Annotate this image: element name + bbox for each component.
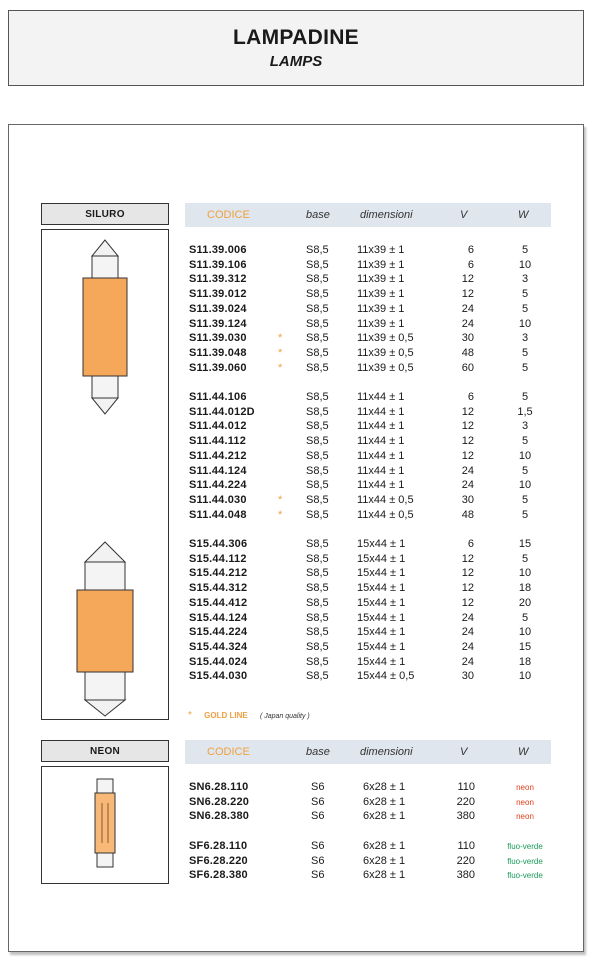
table-row	[0, 508, 595, 523]
cell-base: S6	[311, 869, 325, 882]
cell-dimensions: 15x44 ± 1	[357, 552, 406, 565]
cell-code: S15.44.306	[189, 538, 248, 550]
cell-code: S11.44.048	[189, 508, 247, 521]
cell-dimensions: 11x44 ± 0,5	[357, 493, 414, 506]
cell-gold-line-star: *	[278, 332, 283, 345]
column-header-volt: V	[460, 209, 468, 221]
cell-dimensions: 11x44 ± 1	[357, 391, 405, 403]
cell-volt: 24	[461, 626, 474, 639]
cell-dimensions: 15x44 ± 1	[357, 596, 406, 609]
cell-volt: 30	[461, 670, 474, 683]
cell-base: S6	[311, 795, 325, 808]
page-header	[8, 10, 584, 86]
cell-code: S11.44.012	[189, 420, 247, 433]
cell-code: S15.44.324	[189, 640, 248, 653]
cell-watt: 5	[521, 552, 529, 565]
cell-code: S15.44.030	[189, 670, 248, 683]
table-row	[0, 596, 595, 611]
cell-code: S15.44.212	[189, 567, 248, 580]
cell-watt: 15	[518, 538, 532, 550]
cell-watt: 18	[518, 655, 532, 668]
gold-line-label: GOLD LINE	[204, 711, 248, 720]
table-row	[0, 302, 595, 317]
cell-code: S15.44.312	[189, 582, 248, 595]
cell-base: S8,5	[306, 273, 329, 286]
table-row	[0, 449, 595, 464]
table-header-siluro	[185, 203, 551, 227]
cell-base: S8,5	[306, 317, 329, 330]
cell-volt: 110	[457, 781, 475, 793]
cell-base: S8,5	[306, 552, 329, 565]
cell-base: S8,5	[306, 670, 329, 683]
column-header-dimensions: dimensioni	[360, 209, 413, 221]
cell-base: S8,5	[306, 508, 329, 521]
cell-volt: 12	[461, 420, 474, 433]
cell-volt: 24	[461, 464, 474, 477]
table-row	[0, 478, 595, 493]
cell-volt: 12	[461, 596, 474, 609]
column-header-dimensions: dimensioni	[360, 746, 413, 758]
cell-gold-line-star: *	[278, 346, 283, 359]
cell-dimensions: 15x44 ± 1	[357, 655, 406, 668]
cell-code: S11.39.030	[189, 332, 247, 345]
cell-base: S8,5	[306, 391, 329, 403]
cell-watt: 18	[518, 582, 532, 595]
cell-watt: neon	[516, 783, 534, 792]
table-row	[0, 611, 595, 626]
cell-dimensions: 11x44 ± 0,5	[357, 508, 414, 521]
cell-watt: 10	[518, 626, 532, 639]
cell-dimensions: 6x28 ± 1	[363, 781, 406, 793]
cell-dimensions: 15x44 ± 1	[357, 538, 406, 550]
cell-watt: 5	[521, 302, 529, 315]
cell-base: S8,5	[306, 288, 329, 301]
cell-base: S8,5	[306, 464, 329, 477]
cell-volt: 48	[461, 346, 474, 359]
cell-watt: 3	[521, 332, 529, 345]
cell-base: S8,5	[306, 258, 329, 271]
cell-volt: 48	[461, 508, 474, 521]
table-row	[0, 868, 595, 883]
cell-code: S11.44.030	[189, 493, 247, 506]
cell-dimensions: 6x28 ± 1	[363, 869, 406, 882]
cell-base: S8,5	[306, 346, 329, 359]
cell-volt: 24	[461, 655, 474, 668]
cell-dimensions: 11x44 ± 1	[357, 420, 405, 433]
cell-volt: 30	[461, 493, 474, 506]
cell-base: S8,5	[306, 611, 329, 624]
cell-dimensions: 11x39 ± 0,5	[357, 332, 414, 345]
cell-dimensions: 11x44 ± 1	[357, 405, 405, 418]
table-row	[0, 331, 595, 346]
cell-dimensions: 6x28 ± 1	[363, 854, 406, 867]
cell-code: S11.39.124	[189, 317, 247, 330]
cell-volt: 220	[456, 854, 475, 867]
table-row	[0, 434, 595, 449]
cell-watt: neon	[516, 812, 534, 822]
cell-dimensions: 11x39 ± 1	[357, 258, 405, 271]
cell-code: S11.44.124	[189, 464, 247, 477]
cell-base: S8,5	[306, 435, 329, 448]
cell-volt: 24	[461, 611, 474, 624]
cell-volt: 6	[467, 538, 474, 550]
cell-watt: 5	[521, 464, 529, 477]
table-row	[0, 390, 595, 405]
gold-line-note	[188, 710, 310, 721]
cell-base: S8,5	[306, 493, 329, 506]
cell-watt: fluo-verde	[507, 856, 543, 866]
cell-watt: 10	[518, 479, 532, 492]
cell-code: S11.44.012D	[189, 405, 255, 418]
cell-dimensions: 6x28 ± 1	[363, 840, 406, 852]
cell-volt: 12	[461, 405, 474, 418]
cell-volt: 24	[461, 302, 474, 315]
cell-volt: 30	[461, 332, 474, 345]
cell-watt: 15	[518, 640, 532, 653]
cell-base: S8,5	[306, 655, 329, 668]
cell-dimensions: 11x39 ± 1	[357, 317, 405, 330]
cell-code: S11.39.312	[189, 273, 247, 286]
cell-dimensions: 15x44 ± 1	[357, 640, 406, 653]
cell-watt: 10	[518, 258, 532, 271]
cell-watt: 3	[521, 273, 529, 286]
cell-base: S6	[311, 854, 325, 867]
table-row	[0, 464, 595, 479]
cell-watt: 5	[521, 288, 529, 301]
cell-watt: 5	[521, 508, 529, 521]
cell-base: S8,5	[306, 640, 329, 653]
cell-volt: 24	[461, 479, 474, 492]
cell-dimensions: 6x28 ± 1	[363, 810, 406, 823]
cell-base: S6	[311, 840, 325, 852]
cell-base: S6	[311, 810, 325, 823]
cell-watt: 10	[518, 670, 532, 683]
cell-watt: 5	[521, 361, 529, 374]
cell-code: SF6.28.380	[189, 869, 248, 882]
cell-base: S8,5	[306, 302, 329, 315]
cell-code: S11.39.106	[189, 258, 247, 271]
category-label-siluro: SILURO	[41, 203, 169, 225]
cell-code: S11.39.060	[189, 361, 247, 374]
table-row	[0, 854, 595, 869]
cell-watt: fluo-verde	[507, 871, 543, 881]
cell-volt: 6	[467, 391, 474, 403]
cell-code: S11.44.224	[189, 479, 247, 492]
cell-volt: 380	[456, 869, 475, 882]
cell-base: S8,5	[306, 420, 329, 433]
cell-code: S11.39.024	[189, 302, 247, 315]
cell-dimensions: 15x44 ± 1	[357, 611, 406, 624]
cell-base: S8,5	[306, 596, 329, 609]
column-header-base: base	[306, 746, 330, 758]
table-row	[0, 272, 595, 287]
cell-base: S8,5	[306, 361, 329, 374]
column-header-code: CODICE	[207, 209, 250, 221]
cell-base: S6	[311, 781, 325, 793]
cell-volt: 110	[457, 840, 475, 852]
cell-watt: 5	[521, 244, 529, 256]
cell-volt: 380	[456, 810, 475, 823]
cell-volt: 12	[461, 567, 474, 580]
gold-line-quality: ( Japan quality )	[259, 713, 310, 720]
cell-base: S8,5	[306, 479, 329, 492]
table-row	[0, 581, 595, 596]
cell-dimensions: 11x44 ± 1	[357, 449, 405, 462]
cell-code: S11.44.212	[189, 449, 247, 462]
cell-dimensions: 15x44 ± 1	[357, 626, 406, 639]
cell-volt: 12	[461, 552, 474, 565]
column-header-code: CODICE	[207, 746, 250, 758]
table-row	[0, 566, 595, 581]
cell-base: S8,5	[306, 332, 329, 345]
cell-volt: 12	[461, 449, 474, 462]
cell-volt: 12	[461, 435, 474, 448]
cell-base: S8,5	[306, 538, 329, 550]
column-header-watt: W	[518, 746, 529, 758]
gold-line-star: *	[188, 710, 192, 721]
table-row	[0, 361, 595, 376]
cell-code: SN6.28.380	[189, 810, 250, 823]
table-row	[0, 839, 595, 854]
page-subtitle: LAMPS	[269, 53, 323, 70]
cell-code: SF6.28.110	[189, 840, 248, 852]
table-row	[0, 405, 595, 420]
cell-volt: 6	[467, 258, 474, 271]
page-title: LAMPADINE	[233, 26, 359, 49]
cell-watt: 10	[518, 317, 532, 330]
cell-dimensions: 11x39 ± 1	[357, 288, 405, 301]
cell-code: S11.39.048	[189, 346, 247, 359]
cell-watt: 5	[521, 391, 529, 403]
cell-code: S11.44.112	[189, 435, 247, 448]
cell-volt: 12	[461, 582, 474, 595]
table-row	[0, 258, 595, 273]
cell-code: S15.44.024	[189, 655, 248, 668]
cell-base: S8,5	[306, 582, 329, 595]
table-row	[0, 809, 595, 824]
cell-code: S15.44.112	[189, 552, 247, 565]
cell-volt: 12	[461, 273, 474, 286]
cell-base: S8,5	[306, 405, 329, 418]
cell-dimensions: 15x44 ± 1	[357, 582, 406, 595]
table-row	[0, 655, 595, 670]
cell-dimensions: 11x44 ± 1	[357, 435, 405, 448]
cell-watt: 3	[521, 420, 529, 433]
cell-dimensions: 11x44 ± 1	[357, 479, 405, 492]
cell-volt: 60	[461, 361, 474, 374]
table-row	[0, 552, 595, 567]
cell-watt: neon	[516, 797, 534, 807]
cell-watt: 5	[521, 493, 529, 506]
cell-code: S11.39.006	[189, 244, 247, 256]
cell-volt: 24	[461, 317, 474, 330]
table-row	[0, 795, 595, 810]
table-row	[0, 537, 595, 552]
cell-watt: 5	[521, 611, 529, 624]
table-row	[0, 640, 595, 655]
cell-base: S8,5	[306, 626, 329, 639]
cell-watt: 20	[518, 596, 532, 609]
cell-base: S8,5	[306, 244, 329, 256]
cell-dimensions: 11x39 ± 1	[357, 302, 405, 315]
cell-dimensions: 15x44 ± 0,5	[357, 670, 415, 683]
cell-dimensions: 11x39 ± 0,5	[357, 346, 414, 359]
cell-watt: 10	[518, 449, 532, 462]
category-label-neon: NEON	[41, 740, 169, 762]
cell-code: S11.44.106	[189, 391, 247, 403]
cell-dimensions: 11x44 ± 1	[357, 464, 405, 477]
table-row	[0, 780, 595, 795]
column-header-base: base	[306, 209, 330, 221]
cell-watt: 1,5	[517, 405, 533, 418]
cell-dimensions: 11x39 ± 1	[357, 273, 405, 286]
cell-dimensions: 11x39 ± 0,5	[357, 361, 414, 374]
cell-gold-line-star: *	[278, 508, 283, 521]
table-row	[0, 243, 595, 258]
table-header-neon	[185, 740, 551, 764]
cell-dimensions: 6x28 ± 1	[363, 795, 406, 808]
cell-base: S8,5	[306, 567, 329, 580]
cell-volt: 12	[461, 288, 474, 301]
table-row	[0, 287, 595, 302]
cell-dimensions: 11x39 ± 1	[357, 244, 405, 256]
cell-gold-line-star: *	[278, 493, 283, 506]
cell-code: SF6.28.220	[189, 854, 248, 867]
cell-volt: 24	[461, 640, 474, 653]
column-header-watt: W	[518, 209, 529, 221]
cell-code: S15.44.124	[189, 611, 248, 624]
cell-base: S8,5	[306, 449, 329, 462]
table-row	[0, 419, 595, 434]
cell-code: S11.39.012	[189, 288, 247, 301]
table-row	[0, 317, 595, 332]
cell-watt: 5	[521, 435, 529, 448]
cell-volt: 6	[467, 244, 474, 256]
cell-dimensions: 15x44 ± 1	[357, 567, 406, 580]
cell-watt: 5	[521, 346, 529, 359]
cell-volt: 220	[456, 795, 475, 808]
column-header-volt: V	[460, 746, 468, 758]
cell-watt: 10	[518, 567, 532, 580]
table-row	[0, 493, 595, 508]
cell-code: SN6.28.220	[189, 795, 250, 808]
cell-gold-line-star: *	[278, 361, 283, 374]
cell-code: S15.44.224	[189, 626, 248, 639]
table-row	[0, 669, 595, 684]
cell-code: SN6.28.110	[189, 781, 249, 793]
table-row	[0, 346, 595, 361]
cell-watt: fluo-verde	[507, 842, 543, 851]
cell-code: S15.44.412	[189, 596, 248, 609]
table-row	[0, 625, 595, 640]
